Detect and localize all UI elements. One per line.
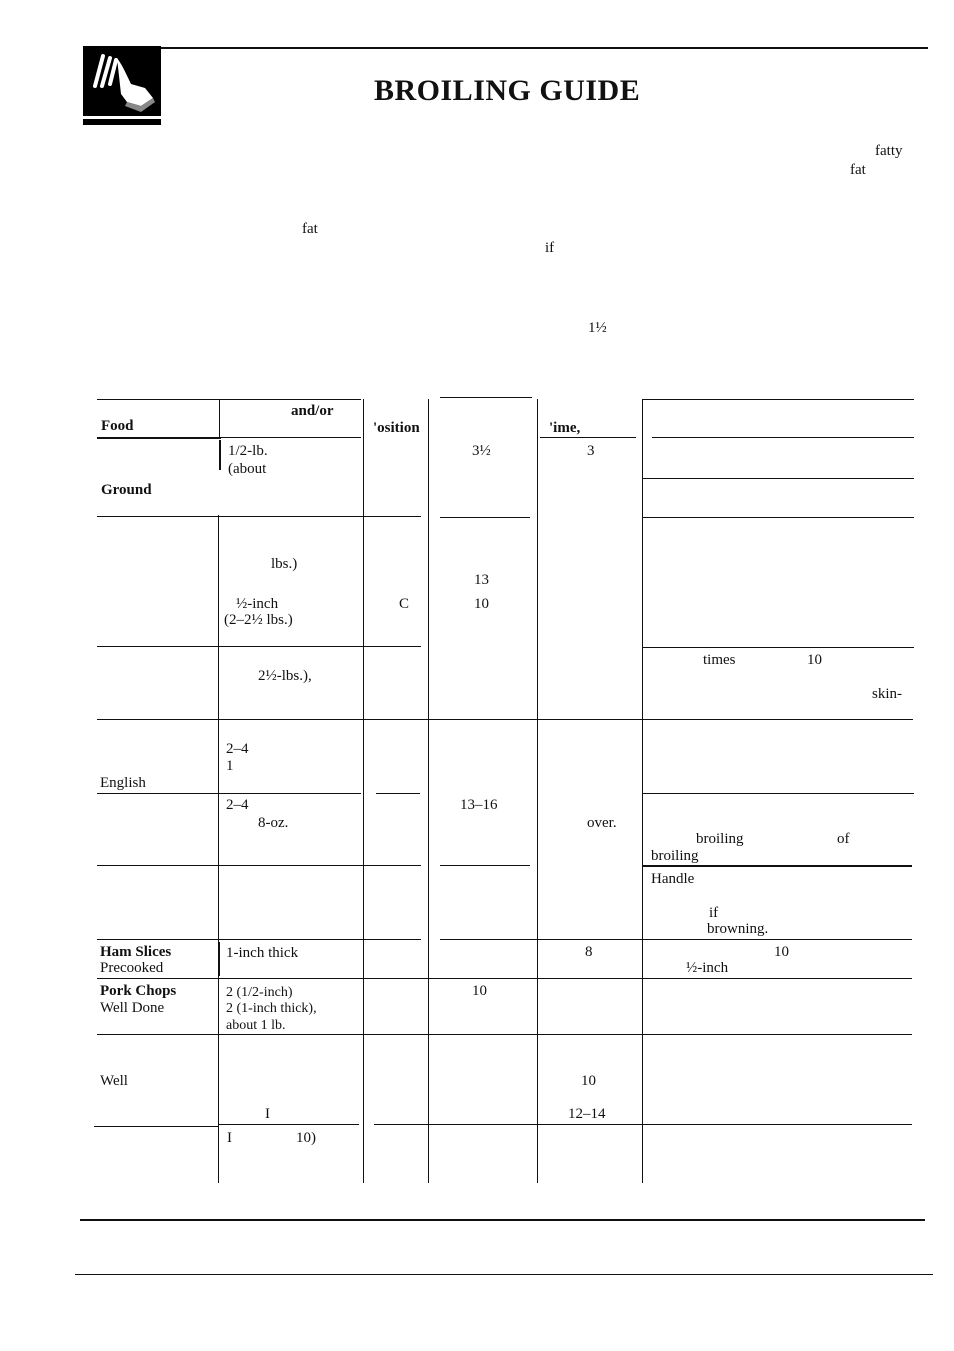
- col-divider-3: [428, 399, 429, 1183]
- r4-comment-2: skin-: [872, 686, 902, 702]
- col-divider-1: [219, 399, 220, 439]
- table-top-rule-mid: [440, 397, 532, 398]
- row-sep-5: [97, 793, 361, 794]
- r3-position: C: [399, 596, 410, 612]
- header-underline-amount: [221, 437, 361, 438]
- r1-first-side: 3½: [472, 443, 491, 459]
- r11-amount-2: 10): [296, 1130, 316, 1146]
- r7-comment-if: if: [709, 905, 719, 921]
- hand-pointing-icon: [83, 46, 161, 125]
- r1-amount-2: (about: [228, 461, 267, 477]
- header-food: Food: [101, 418, 134, 434]
- row-sep-6c: [643, 865, 912, 867]
- table-top-rule-right: [643, 399, 914, 400]
- r6-second-side: over.: [587, 815, 617, 831]
- r9-amount-2: 2 (1-inch thick),: [226, 1001, 317, 1016]
- r8-food: Ham Slices: [100, 944, 172, 960]
- r6-comment-1: broiling: [696, 831, 744, 847]
- r10-food: Well: [100, 1073, 128, 1089]
- r8-amount-bar: [218, 942, 220, 976]
- r4-amount-1: 2½-lbs.),: [258, 668, 312, 684]
- r6-comment-2: broiling: [651, 848, 699, 864]
- header-underline-time: [540, 437, 636, 438]
- r6-amount-1: 2–4: [226, 797, 249, 813]
- r6-first-side: 13–16: [460, 797, 498, 813]
- intro-fat-2: fat: [302, 221, 318, 237]
- r10-second-side-2: 12–14: [568, 1106, 606, 1122]
- table-top-rule-left: [97, 399, 361, 400]
- r9-amount-1: 2 (1/2-inch): [226, 985, 293, 1000]
- row-sep-2b: [440, 517, 530, 518]
- r9-first-side: 10: [472, 983, 487, 999]
- r3-amount-2: ½-inch: [236, 596, 279, 612]
- r6-amount-2: 8-oz.: [258, 815, 289, 831]
- row-sep-10a: [94, 1126, 218, 1127]
- row-sep-3b: [643, 647, 914, 648]
- r10-second-side-1: 10: [581, 1073, 596, 1089]
- r8-amount: 1-inch thick: [226, 945, 299, 961]
- col-divider-1c: [218, 515, 219, 1183]
- row-sep-6b: [440, 865, 530, 866]
- intro-fatty: fatty: [875, 143, 903, 159]
- row-sep-7b: [440, 939, 912, 940]
- intro-one-half: 1½: [588, 320, 607, 336]
- r10-amount: I: [265, 1106, 270, 1122]
- row-sep-5c: [643, 793, 914, 794]
- row-sep-5b: [376, 793, 420, 794]
- r8-comment-num: 10: [774, 944, 789, 960]
- r8-comment-2: ½-inch: [686, 960, 729, 976]
- header-rule: [83, 47, 928, 49]
- r5-amount-2: 1: [226, 758, 234, 774]
- r2-food: Ground: [101, 482, 152, 498]
- row-sep-2c: [643, 517, 914, 518]
- intro-fat-1: fat: [850, 162, 866, 178]
- r11-amount-1: I: [227, 1130, 232, 1146]
- header-underline-comments: [652, 437, 914, 438]
- col-divider-1b: [219, 440, 221, 470]
- header-underline-food: [97, 437, 221, 439]
- r3-first-side-2: 10: [474, 596, 489, 612]
- row-sep-1: [643, 478, 914, 479]
- row-sep-2: [97, 516, 421, 517]
- row-sep-3: [97, 646, 421, 647]
- footer-rule-2: [75, 1274, 933, 1275]
- r5-food: English: [100, 775, 146, 791]
- row-sep-6: [97, 865, 421, 866]
- row-sep-9: [97, 1034, 912, 1035]
- page-title: BROILING GUIDE: [374, 74, 641, 107]
- r9-amount-3: about 1 lb.: [226, 1018, 286, 1033]
- r3-amount-1: lbs.): [271, 556, 298, 572]
- r7-comment-1: Handle: [651, 871, 695, 887]
- r1-second-side: 3: [587, 443, 595, 459]
- r4-comment-1: times: [703, 652, 736, 668]
- r9-food-sub: Well Done: [100, 1000, 165, 1016]
- header-time: 'ime,: [549, 420, 581, 436]
- header-amount: and/or: [291, 403, 334, 419]
- row-sep-10: [219, 1124, 359, 1125]
- row-sep-8: [97, 978, 912, 979]
- r1-amount-1: 1/2-lb.: [228, 443, 268, 459]
- row-sep-4: [97, 719, 913, 720]
- r8-food-sub: Precooked: [100, 960, 164, 976]
- r3-first-side-1: 13: [474, 572, 489, 588]
- col-divider-4: [537, 399, 538, 1183]
- r3-amount-3: (2–2½ lbs.): [224, 612, 293, 628]
- intro-if: if: [545, 240, 555, 256]
- r4-comment-num: 10: [807, 652, 822, 668]
- footer-rule-1: [80, 1219, 925, 1221]
- row-sep-7: [97, 939, 421, 940]
- r5-amount-1: 2–4: [226, 741, 249, 757]
- r8-second-side: 8: [585, 944, 593, 960]
- r6-comment-of: of: [837, 831, 850, 847]
- row-sep-10b: [374, 1124, 912, 1125]
- r9-food: Pork Chops: [100, 983, 177, 999]
- r7-comment-2: browning.: [707, 921, 769, 937]
- header-position: 'osition: [373, 420, 420, 436]
